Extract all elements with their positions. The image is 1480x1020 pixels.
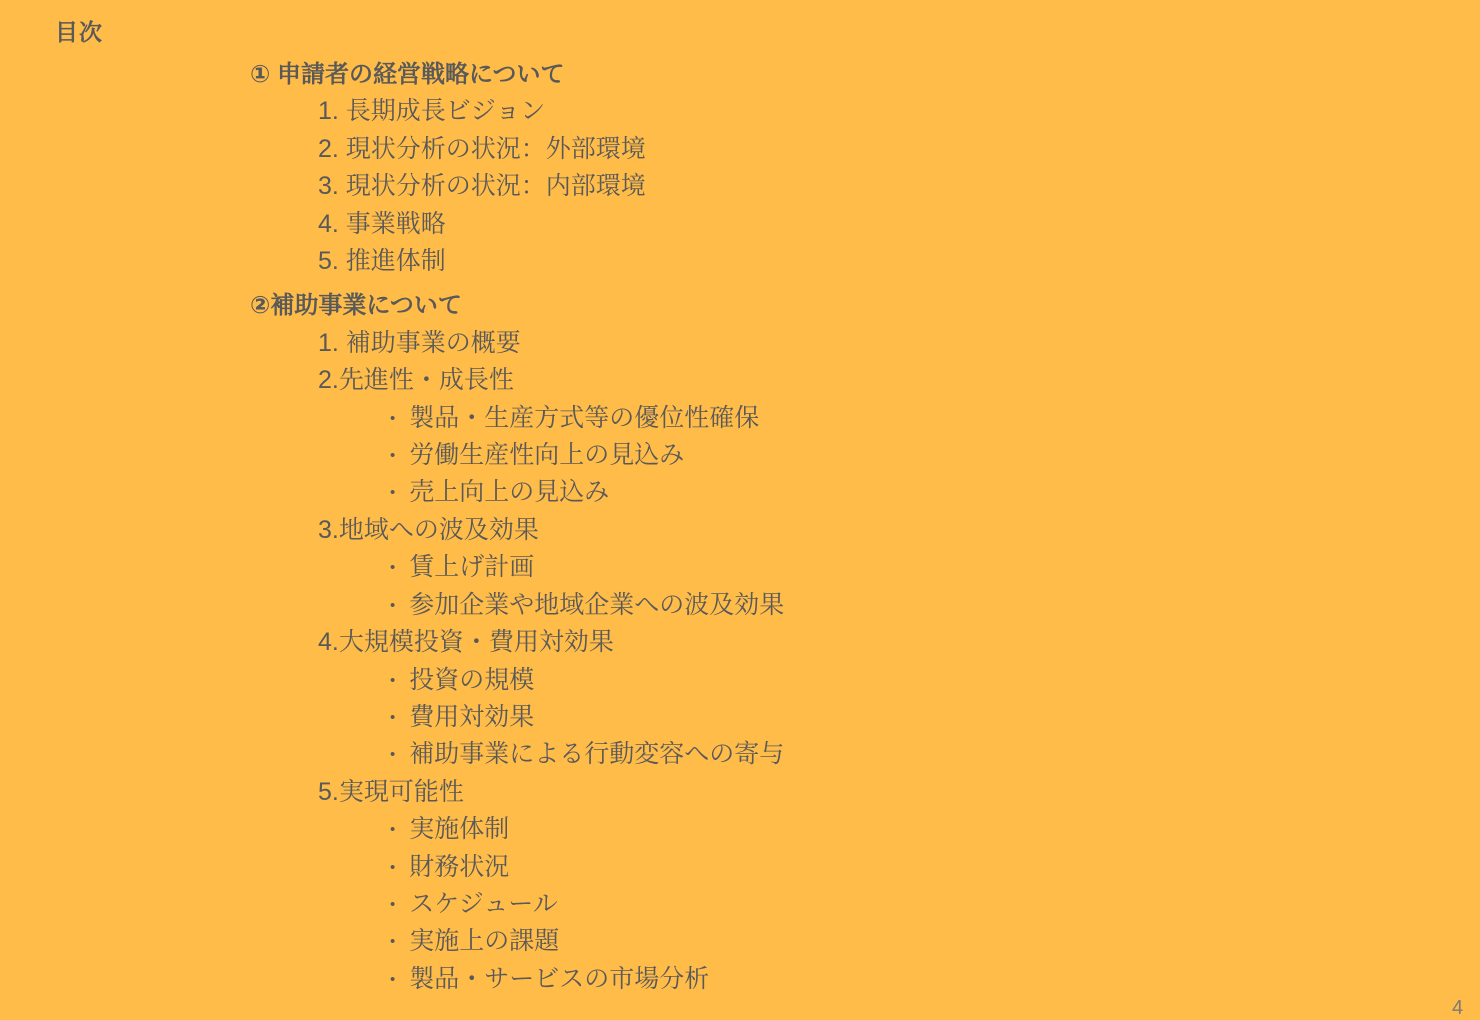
toc-bullet-label: 補助事業による行動変容への寄与 bbox=[409, 740, 785, 769]
toc-bullet-label: 賃上げ計画 bbox=[409, 553, 535, 582]
toc-bullet-item bbox=[390, 587, 784, 624]
bullet-icon: • bbox=[390, 746, 396, 764]
bullet-icon: • bbox=[390, 895, 396, 913]
toc-bullet-item bbox=[390, 886, 784, 923]
toc-section bbox=[250, 56, 784, 280]
toc-bullet-label: 製品・生産方式等の優位性確保 bbox=[409, 403, 760, 432]
bullet-icon: • bbox=[390, 708, 396, 726]
toc-bullet-label: 参加企業や地域企業への波及効果 bbox=[409, 590, 785, 619]
toc-bullet-item bbox=[390, 474, 784, 511]
toc-item: 2.先進性・成長性 bbox=[318, 366, 514, 395]
bullet-icon: • bbox=[390, 447, 396, 465]
toc-item: 3. 現状分析の状況：内部環境 bbox=[318, 172, 646, 201]
toc-bullet-label: 投資の規模 bbox=[409, 665, 535, 694]
toc-bullet-item bbox=[390, 736, 784, 773]
toc-item: 5.実現可能性 bbox=[318, 777, 464, 806]
toc-bullet-label: スケジュール bbox=[409, 889, 558, 918]
toc-bullet-label: 費用対効果 bbox=[409, 702, 535, 731]
toc-bullet-label: 実施上の課題 bbox=[409, 927, 560, 956]
page-number: 4 bbox=[1452, 997, 1464, 1019]
bullet-icon: • bbox=[390, 821, 396, 839]
toc-bullet-item bbox=[390, 662, 784, 699]
bullet-icon: • bbox=[390, 933, 396, 951]
toc-item: 4. 事業戦略 bbox=[318, 209, 446, 238]
toc bbox=[250, 56, 784, 998]
toc-section-heading: ②補助事業について bbox=[250, 292, 462, 320]
toc-bullet-label: 労働生産性向上の見込み bbox=[409, 441, 685, 470]
toc-bullet-item bbox=[390, 437, 784, 474]
toc-item: 4.大規模投資・費用対効果 bbox=[318, 628, 614, 657]
bullet-icon: • bbox=[390, 671, 396, 689]
toc-bullet-label: 売上向上の見込み bbox=[409, 478, 610, 507]
toc-bullet-item bbox=[390, 699, 784, 736]
toc-bullet-item bbox=[390, 961, 784, 998]
bullet-icon: • bbox=[390, 970, 396, 988]
toc-bullet-label: 実施体制 bbox=[409, 815, 510, 844]
bullet-icon: • bbox=[390, 858, 396, 876]
toc-bullet-label: 財務状況 bbox=[409, 852, 510, 881]
toc-section bbox=[250, 287, 784, 998]
toc-bullet-item bbox=[390, 849, 784, 886]
toc-section-heading: ① 申請者の経営戦略について bbox=[250, 61, 565, 88]
bullet-icon: • bbox=[390, 559, 396, 577]
toc-item: 1. 補助事業の概要 bbox=[318, 328, 521, 357]
toc-bullet-item bbox=[390, 811, 784, 848]
toc-item: 5. 推進体制 bbox=[318, 247, 446, 276]
toc-bullet-item bbox=[390, 549, 784, 586]
toc-bullet-item bbox=[390, 923, 784, 960]
bullet-icon: • bbox=[390, 596, 396, 614]
toc-bullet-item bbox=[390, 400, 784, 437]
bullet-icon: • bbox=[390, 484, 396, 502]
toc-item: 1. 長期成長ビジョン bbox=[318, 97, 546, 126]
page-title: 目次 bbox=[55, 19, 103, 45]
toc-bullet-label: 製品・サービスの市場分析 bbox=[409, 964, 710, 993]
bullet-icon: • bbox=[390, 409, 396, 427]
toc-item: 3.地域への波及効果 bbox=[318, 515, 539, 544]
toc-item: 2. 現状分析の状況：外部環境 bbox=[318, 134, 646, 163]
